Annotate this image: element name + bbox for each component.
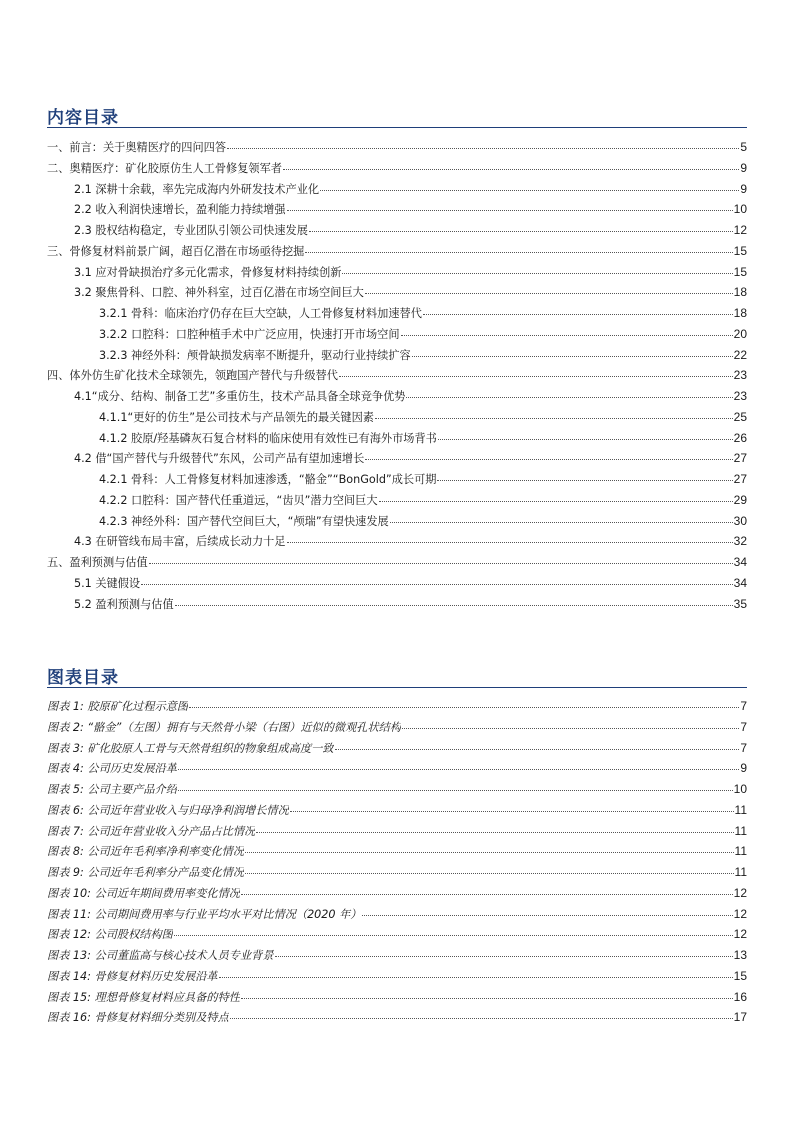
toc-entry[interactable]	[47, 407, 747, 428]
dot-leader	[320, 178, 739, 191]
figure-entry-text-wrap	[47, 801, 289, 822]
dot-leader	[406, 385, 732, 398]
toc-entry-page: 9	[740, 160, 747, 175]
toc-entry[interactable]	[47, 179, 747, 200]
dot-leader	[174, 923, 733, 936]
toc-entry-text: 4.1.2 胶原/羟基磷灰石复合材料的临床使用有效性已有海外市场背书	[99, 431, 437, 445]
toc-entry-text: 四、体外仿生矿化技术全球领先，领跑国产替代与升级替代	[47, 369, 338, 383]
toc-entry[interactable]	[47, 365, 747, 386]
toc-entry-text: 4.2 借“国产替代与升级替代”东风，公司产品有望加速增长	[74, 452, 365, 466]
figure-entry-page: 10	[733, 782, 747, 796]
toc-entry-page: 35	[733, 596, 747, 611]
figure-entry-page: 7	[740, 740, 747, 755]
dot-leader	[178, 757, 739, 770]
toc-entry-page: 27	[733, 451, 747, 466]
figure-entry[interactable]	[47, 945, 747, 966]
figure-entry-text-wrap	[47, 946, 274, 967]
toc-entry[interactable]	[47, 241, 747, 262]
toc-entry[interactable]	[47, 220, 747, 241]
figure-entry[interactable]	[47, 841, 747, 862]
figure-entry-text-wrap	[47, 863, 244, 884]
figure-entry-page: 16	[733, 989, 747, 1004]
figure-entry-text-wrap	[47, 988, 240, 1009]
figure-entry[interactable]	[47, 738, 747, 759]
toc-entry[interactable]	[47, 531, 747, 552]
figure-entry[interactable]	[47, 1007, 747, 1028]
dot-leader	[241, 986, 733, 999]
figure-entry-page: 13	[733, 948, 747, 962]
toc-entry[interactable]	[47, 137, 747, 158]
figure-entry-text: 公司期间费用率与行业平均水平对比情况（2020 年）	[94, 907, 362, 921]
figure-entry-text: 理想骨修复材料应具备的特性	[94, 990, 240, 1004]
toc-entry-page: 32	[733, 534, 747, 549]
toc-entry-text: 2.1 深耕十余载，率先完成海内外研发技术产业化	[74, 182, 320, 196]
toc-entry[interactable]	[47, 282, 747, 303]
figure-entry[interactable]	[47, 821, 747, 842]
toc-entry[interactable]	[47, 345, 747, 366]
toc-entry-text: 一、前言：关于奥精医疗的四问四答	[47, 141, 227, 154]
figure-entry[interactable]	[47, 904, 747, 925]
figure-entry-page: 11	[734, 823, 747, 838]
toc-entry[interactable]	[47, 158, 747, 179]
figure-entry-label: 图表 1:	[47, 700, 84, 713]
figure-entry-page: 17	[733, 1010, 747, 1025]
toc-title-rule	[47, 127, 747, 128]
toc-entry-page: 29	[733, 492, 747, 507]
figure-entry-page: 7	[740, 699, 747, 713]
dot-leader	[227, 136, 739, 149]
figure-entry-label: 图表 9:	[47, 866, 84, 879]
toc-entry-page: 27	[733, 472, 747, 486]
toc-entry[interactable]	[47, 469, 747, 490]
toc-entry-text: 5.1 关键假设	[74, 576, 141, 590]
dot-leader	[362, 903, 732, 916]
toc-entry-text: 4.3 在研管线布局丰富，后续成长动力十足	[74, 535, 286, 549]
figure-entry[interactable]	[47, 717, 747, 738]
toc-entry-page: 34	[733, 575, 747, 590]
dot-leader	[375, 406, 733, 419]
figure-index-title: 图表目录	[47, 668, 119, 688]
figure-entry-label: 图表 8:	[47, 845, 84, 859]
toc-entry-text: 3.2.2 口腔科：口腔种植手术中广泛应用，快速打开市场空间	[99, 327, 400, 341]
toc-entry-text: 二、奥精医疗：矿化胶原仿生人工骨修复领军者	[47, 161, 282, 175]
toc-entry-page: 30	[733, 513, 747, 528]
figure-entry-text: 公司历史发展沿革	[87, 762, 177, 776]
figure-entry-text: 骨修复材料细分类别及特点	[94, 1011, 229, 1025]
figure-entry-text: 公司主要产品介绍	[87, 783, 177, 796]
figure-entry-label: 图表 5:	[47, 783, 84, 796]
dot-leader	[149, 551, 733, 564]
dot-leader	[390, 510, 733, 523]
toc-entry-page: 23	[733, 368, 747, 383]
dot-leader	[245, 840, 734, 853]
toc-entry[interactable]	[47, 199, 747, 220]
toc-entry[interactable]	[47, 428, 747, 449]
toc-entry[interactable]	[47, 303, 747, 324]
toc-entry-text: 3.2.3 神经外科：颅骨缺损发病率不断提升，驱动行业持续扩容	[99, 348, 411, 362]
dot-leader	[189, 695, 739, 708]
toc-entry-text: 5.2 盈利预测与估值	[74, 597, 174, 611]
toc-entry-page: 15	[733, 243, 747, 258]
dot-leader	[309, 219, 733, 232]
toc-entry-page: 18	[733, 285, 747, 300]
dot-leader	[287, 530, 733, 543]
figure-entry-text-wrap	[47, 925, 173, 946]
toc-entry-text: 4.1.1“更好的仿生”是公司技术与产品领先的最关键因素	[99, 410, 374, 424]
figure-entry-text-wrap	[47, 780, 177, 801]
figure-entry-label: 图表 7:	[47, 824, 84, 838]
dot-leader	[305, 240, 732, 253]
toc-entry[interactable]	[47, 490, 747, 511]
dot-leader	[275, 944, 733, 957]
figure-entry[interactable]	[47, 966, 747, 987]
toc-entry-text: 4.1“成分、结构、制备工艺”多重仿生，技术产品具备全球竞争优势	[74, 390, 406, 403]
figure-entry-text-wrap	[47, 1008, 229, 1029]
toc-entry-page: 34	[733, 555, 747, 569]
toc-entry[interactable]	[47, 262, 747, 283]
toc-entry-page: 18	[733, 306, 747, 320]
toc-entry-page: 5	[740, 140, 747, 154]
toc-entry-page: 15	[733, 264, 747, 279]
dot-leader	[423, 302, 733, 315]
figure-entry-text: 公司近年营业收入分产品占比情况	[87, 824, 256, 838]
toc-title: 内容目录	[47, 108, 119, 128]
toc-entry-text: 2.2 收入利润快速增长，盈利能力持续增强	[74, 203, 286, 217]
toc-entry[interactable]	[47, 511, 747, 532]
figure-entry[interactable]	[47, 800, 747, 821]
figure-entry-text-wrap	[47, 842, 244, 863]
dot-leader	[342, 261, 732, 274]
figure-entry-label: 图表 12:	[47, 928, 91, 942]
toc-entry-page: 10	[733, 202, 747, 217]
figure-entry-page: 11	[734, 802, 747, 817]
figure-entry-text: 骨修复材料历史发展沿革	[94, 969, 218, 983]
figure-entry-text-wrap	[47, 697, 188, 718]
toc-entry-text: 三、骨修复材料前景广阔，超百亿潜在市场亟待挖掘	[47, 244, 305, 258]
figure-entry-label: 图表 10:	[47, 886, 91, 900]
toc-entry[interactable]	[47, 552, 747, 573]
figure-entry-label: 图表 3:	[47, 741, 84, 755]
figure-entry-text-wrap	[47, 718, 401, 739]
figure-entry-page: 7	[740, 719, 747, 734]
dot-leader	[339, 364, 733, 377]
figure-entry[interactable]	[47, 924, 747, 945]
table-of-contents	[47, 137, 747, 614]
figure-entry-text: 公司近年毛利率净利率变化情况	[87, 845, 245, 859]
dot-leader	[438, 427, 733, 440]
figure-entry-page: 12	[733, 885, 747, 900]
figure-entry-page: 12	[733, 906, 747, 921]
toc-entry-text: 3.2 聚焦骨科、口腔、神外科室，过百亿潜在市场空间巨大	[74, 286, 364, 300]
figure-entry-page: 11	[734, 865, 747, 879]
toc-entry[interactable]	[47, 448, 747, 469]
toc-entry-text: 4.2.3 神经外科：国产替代空间巨大，“颅瑞”有望快速发展	[99, 514, 389, 528]
toc-entry-page: 9	[740, 181, 747, 196]
dot-leader	[365, 281, 733, 294]
dot-leader	[219, 965, 733, 978]
toc-entry-page: 22	[733, 347, 747, 362]
toc-entry[interactable]	[47, 594, 747, 615]
dot-leader	[283, 157, 739, 170]
toc-entry-page: 26	[733, 430, 747, 445]
toc-entry-text: 4.2.2 口腔科：国产替代任重道远，“齿贝”潜力空间巨大	[99, 493, 378, 507]
figure-entry-text-wrap	[47, 905, 361, 926]
figure-entry-text-wrap	[47, 759, 177, 780]
figure-entry[interactable]	[47, 883, 747, 904]
figure-index-title-rule	[47, 687, 747, 688]
figure-entry[interactable]	[47, 862, 747, 883]
figure-entry-text: 公司董监高与核心技术人员专业背景	[94, 949, 274, 962]
dot-leader	[402, 716, 739, 729]
figure-entry[interactable]	[47, 987, 747, 1008]
dot-leader	[401, 323, 733, 336]
toc-entry-page: 25	[733, 409, 747, 424]
dot-leader	[335, 737, 740, 750]
figure-entry-text-wrap	[47, 739, 334, 760]
figure-entry-text: 矿化胶原人工骨与天然骨组织的物象组成高度一致	[87, 741, 334, 755]
figure-entry-label: 图表 11:	[47, 907, 91, 921]
toc-entry-text: 2.3 股权结构稳定，专业团队引领公司快速发展	[74, 224, 308, 237]
figure-entry[interactable]	[47, 779, 747, 800]
figure-entry-text: 胶原矿化过程示意图	[87, 700, 189, 713]
toc-entry-page: 20	[733, 326, 747, 341]
figure-entry-label: 图表 13:	[47, 949, 91, 962]
dot-leader	[412, 344, 733, 357]
figure-entry-page: 9	[740, 761, 747, 776]
figure-entry-label: 图表 16:	[47, 1011, 91, 1025]
figure-entry-text: 公司近年营业收入与归母净利润增长情况	[87, 803, 289, 817]
toc-entry-text: 4.2.1 骨科：人工骨修复材料加速渗透，“骼金”“BonGold”成长可期	[99, 473, 437, 486]
dot-leader	[365, 447, 732, 460]
dot-leader	[178, 778, 733, 791]
figure-entry-text: 公司股权结构图	[94, 928, 173, 942]
figure-entry-label: 图表 4:	[47, 762, 84, 776]
toc-entry-page: 23	[733, 389, 747, 403]
toc-entry-text: 3.2.1 骨科：临床治疗仍存在巨大空缺，人工骨修复材料加速替代	[99, 307, 422, 320]
figure-entry-text: “骼金”（左图）拥有与天然骨小梁（右图）近似的微观孔状结构	[87, 720, 402, 734]
dot-leader	[290, 799, 734, 812]
dot-leader	[379, 489, 733, 502]
figure-entry-label: 图表 2:	[47, 720, 84, 734]
dot-leader	[230, 1006, 733, 1019]
figure-entry-text: 公司近年期间费用率变化情况	[94, 886, 240, 900]
figure-entry-text-wrap	[47, 822, 255, 843]
toc-entry[interactable]	[47, 324, 747, 345]
figure-entry-label: 图表 6:	[47, 803, 84, 817]
dot-leader	[437, 468, 732, 481]
toc-entry-text: 五、盈利预测与估值	[47, 556, 148, 569]
figure-entry-page: 11	[734, 844, 747, 859]
toc-entry-text: 3.1 应对骨缺损治疗多元化需求，骨修复材料持续创新	[74, 265, 342, 279]
dot-leader	[287, 198, 733, 211]
figure-entry-page: 12	[733, 927, 747, 942]
figure-entry-text-wrap	[47, 967, 218, 988]
toc-entry-page: 12	[733, 223, 747, 237]
figure-entry[interactable]	[47, 758, 747, 779]
figure-entry[interactable]	[47, 696, 747, 717]
figure-entry-text-wrap	[47, 884, 240, 905]
figure-index	[47, 696, 747, 1028]
dot-leader	[245, 861, 734, 874]
figure-entry-label: 图表 15:	[47, 990, 91, 1004]
toc-entry[interactable]	[47, 386, 747, 407]
figure-entry-page: 15	[733, 968, 747, 983]
figure-entry-text: 公司近年毛利率分产品变化情况	[87, 866, 245, 879]
toc-entry[interactable]	[47, 573, 747, 594]
dot-leader	[241, 882, 733, 895]
dot-leader	[141, 572, 733, 585]
figure-entry-label: 图表 14:	[47, 969, 91, 983]
dot-leader	[175, 593, 733, 606]
dot-leader	[256, 820, 733, 833]
